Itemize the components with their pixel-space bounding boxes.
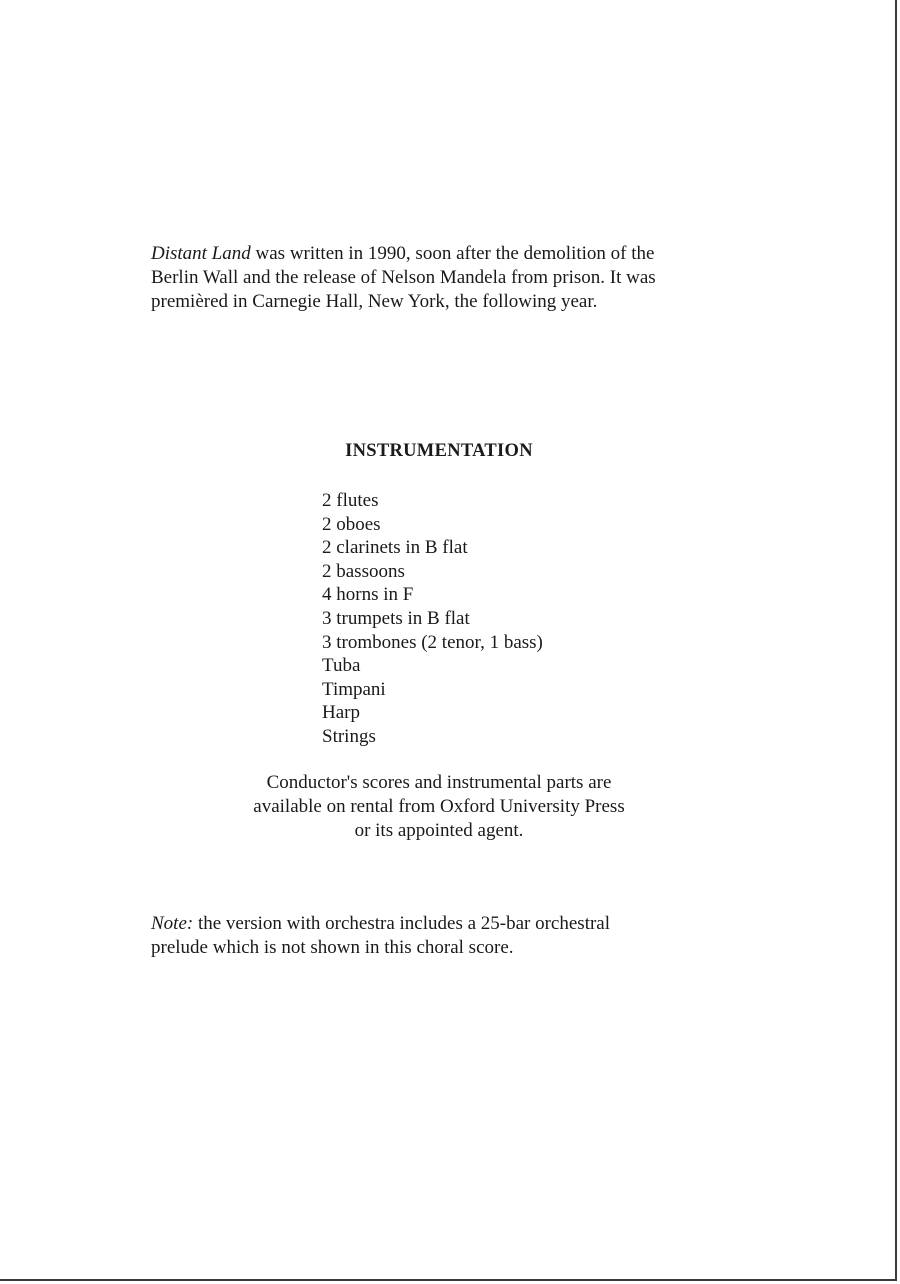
note-line-2: prelude which is not shown in this choral score. bbox=[151, 937, 514, 958]
instrument-item: 4 horns in F bbox=[322, 584, 414, 606]
instrument-item: 2 flutes bbox=[322, 490, 379, 511]
instrument-item: Strings bbox=[322, 725, 376, 747]
instrument-item: Timpani bbox=[322, 678, 386, 700]
note-paragraph bbox=[151, 912, 791, 960]
intro-line-1 bbox=[151, 242, 791, 266]
instrument-item: Tuba bbox=[322, 655, 361, 677]
note-label: Note: bbox=[151, 913, 194, 934]
intro-line-1-text: was written in 1990, soon after the demolition of the bbox=[250, 243, 655, 264]
instrument-item: Harp bbox=[322, 702, 360, 724]
rental-line-1: Conductor's scores and instrumental parts are bbox=[266, 772, 612, 793]
instrumentation-heading: INSTRUMENTATION bbox=[345, 441, 533, 461]
rental-line-3: or its appointed agent. bbox=[354, 820, 524, 841]
instrument-list bbox=[322, 489, 543, 749]
intro-paragraph bbox=[151, 242, 791, 314]
intro-line-2: Berlin Wall and the release of Nelson Mandela from prison. It was bbox=[151, 267, 656, 288]
instrument-item: 3 trumpets in B flat bbox=[322, 607, 470, 629]
instrument-item: 3 trombones (2 tenor, 1 bass) bbox=[322, 631, 543, 653]
instrument-item: 2 bassoons bbox=[322, 560, 405, 582]
intro-line-3: premièred in Carnegie Hall, New York, the following year. bbox=[151, 291, 598, 312]
note-line-1 bbox=[151, 912, 791, 936]
rental-line-2: available on rental from Oxford University Press bbox=[253, 796, 625, 817]
instrument-item: 2 oboes bbox=[322, 513, 381, 535]
note-line-1-text: the version with orchestra includes a 25-bar orchestral bbox=[193, 913, 611, 934]
work-title: Distant Land bbox=[151, 243, 251, 264]
instrument-item: 2 clarinets in B flat bbox=[322, 537, 468, 559]
rental-notice bbox=[0, 771, 878, 843]
